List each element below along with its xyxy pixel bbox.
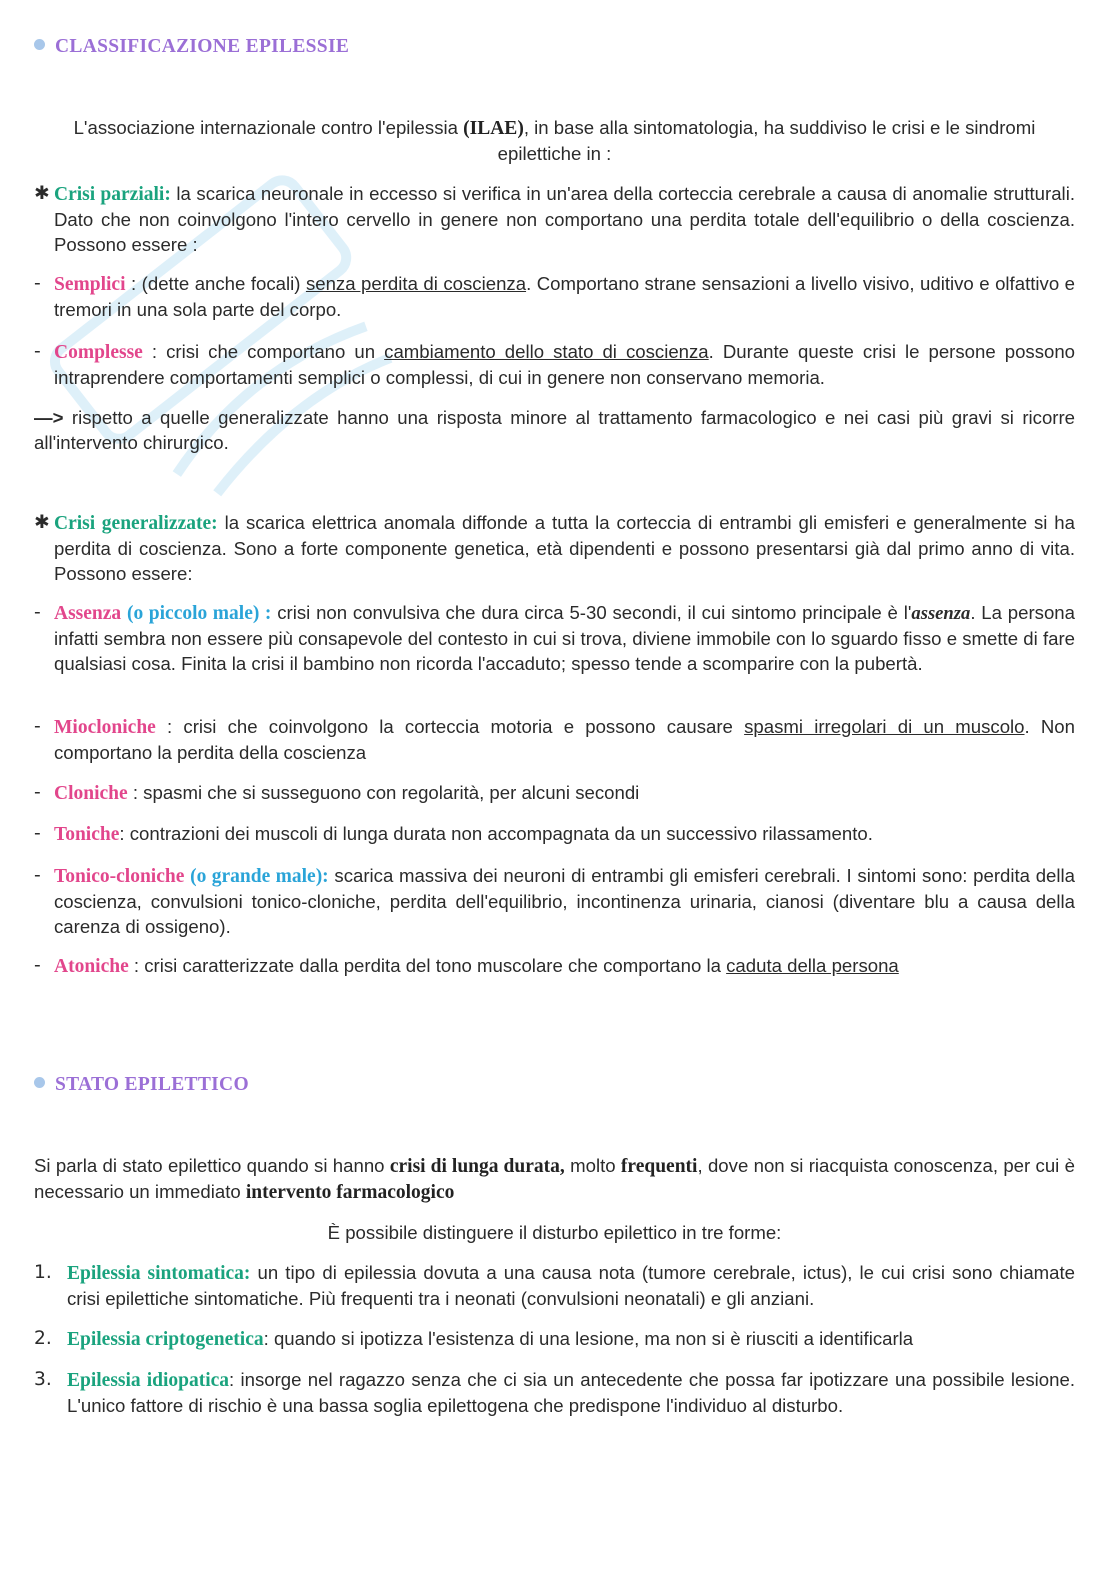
- list-number: 2.: [34, 1328, 52, 1349]
- assenza-emphasis: assenza: [911, 603, 971, 624]
- miocloniche-item: [34, 714, 1075, 765]
- ilae-acronym: (ILAE): [463, 118, 524, 139]
- toniche-text: : contrazioni dei muscoli di lunga durata non accompagnata da un successivo rilassamento.: [119, 823, 873, 844]
- intro-paragraph: [34, 115, 1075, 166]
- asterisk-icon: ✱: [34, 183, 50, 204]
- atoniche-item: [34, 953, 1075, 979]
- form-item: [34, 1326, 1075, 1352]
- generalizzate-text: la scarica elettrica anomala diffonde a tutta la corteccia di entrambi gli emisferi e generalmente si ha perdita di coscienza. Sono a forte componente genetica, età dipendenti e possono presentarsi già dal primo anno di vita. Possono essere:: [54, 512, 1075, 584]
- term-grande-male: (o grande male):: [190, 866, 329, 887]
- underlined-phrase: cambiamento dello stato di coscienza: [384, 341, 709, 362]
- semplici-item: [34, 271, 1075, 322]
- term-semplici: Semplici: [54, 274, 126, 295]
- term-tonico-cloniche: Tonico-cloniche: [54, 866, 185, 887]
- underlined-phrase: spasmi irregolari di un muscolo: [744, 716, 1025, 737]
- note-text: rispetto a quelle generalizzate hanno una risposta minore al trattamento farmacologico e nei casi più gravi si ricorre all'intervento chirurgico.: [34, 407, 1076, 453]
- stato-bold-3: intervento farmacologico: [245, 1182, 455, 1203]
- dash-marker: -: [34, 955, 41, 976]
- list-number: 1.: [34, 1262, 52, 1283]
- term-complesse: Complesse: [54, 342, 143, 363]
- form-text: : quando si ipotizza l'esistenza di una lesione, ma non si è riusciti a identificarla: [263, 1328, 914, 1349]
- assenza-item: [34, 600, 1075, 676]
- cloniche-item: [34, 780, 1075, 806]
- term-crisi-parziali: Crisi parziali:: [54, 184, 171, 205]
- parziali-text: la scarica neuronale in eccesso si verifica in un'area della corteccia cerebrale a causa di anomalie strutturali. Dato che non coinvolgono l'intero cervello in genere non comportano una perdita totale dell'equilibrio o della coscienza. Possono essere :: [54, 183, 1075, 255]
- form-text: : insorge nel ragazzo senza che ci sia un antecedente che possa far ipotizzare una possibile lesione. L'unico fattore di rischio è una bassa soglia epilettogena che predispone l'individuo al disturbo.: [67, 1369, 1075, 1416]
- crisi-generalizzate-item: [34, 510, 1075, 586]
- cloniche-text: : spasmi che si susseguono con regolarità, per alcuni secondi: [132, 782, 640, 803]
- dash-marker: -: [34, 782, 41, 803]
- crisi-parziali-item: [34, 181, 1075, 257]
- semplici-text-post: . Comportano strane sensazioni a livello visivo, uditivo e olfattivo e tremori in una sola parte del corpo.: [54, 273, 1076, 320]
- dash-marker: -: [34, 273, 41, 294]
- stato-bold-2: frequenti: [620, 1156, 698, 1177]
- atoniche-text: : crisi caratterizzate dalla perdita del tono muscolare che comportano la: [133, 955, 721, 976]
- forms-intro: È possibile distinguere il disturbo epilettico in tre forme:: [327, 1222, 782, 1243]
- term-atoniche: Atoniche: [54, 956, 129, 977]
- heading-text: CLASSIFICAZIONE EPILESSIE: [55, 36, 350, 57]
- miocloniche-text-post: . Non comportano la perdita della coscienza: [54, 716, 1075, 763]
- underlined-phrase: senza perdita di coscienza: [305, 273, 527, 294]
- term-assenza: Assenza: [54, 603, 122, 624]
- bullet-dot-icon: [34, 1077, 45, 1088]
- list-number: 3.: [34, 1369, 52, 1390]
- term-epilessia-criptogenetica: Epilessia criptogenetica: [67, 1329, 264, 1350]
- section-heading-classificazione: [34, 36, 349, 58]
- tonico-cloniche-text: scarica massiva dei neuroni di entrambi gli emisferi cerebrali. I sintomi sono: perdita della coscienza, convulsioni tonico-cloniche, perdita dell'equilibrio, incontinenza urinaria, cianosi (diventare blu a causa della carenza di ossigeno).: [54, 865, 1075, 937]
- toniche-item: [34, 821, 1075, 847]
- assenza-text: crisi non convulsiva che dura circa 5-30 secondi, il cui sintomo principale è l': [277, 602, 912, 623]
- dash-marker: -: [34, 865, 41, 886]
- stato-bold-1: crisi di lunga durata,: [389, 1156, 565, 1177]
- term-cloniche: Cloniche: [54, 783, 128, 804]
- intro-text-post: , in base alla sintomatologia, ha suddiviso le crisi e le sindromi epilettiche in :: [497, 117, 1036, 164]
- dash-marker: -: [34, 823, 41, 844]
- term-piccolo-male: (o piccolo male) :: [127, 603, 272, 624]
- stato-text-1: Si parla di stato epilettico quando si hanno: [34, 1155, 385, 1176]
- form-text: un tipo di epilessia dovuta a una causa nota (tumore cerebrale, ictus), le cui crisi sono chiamate crisi epilettiche sintomatiche. Più frequenti tra i neonati (convulsioni neonatali) e gli anziani.: [67, 1262, 1075, 1309]
- term-crisi-generalizzate: Crisi generalizzate:: [54, 513, 218, 534]
- complesse-item: [34, 339, 1075, 390]
- miocloniche-text: : crisi che coinvolgono la corteccia motoria e possono causare: [167, 716, 733, 737]
- tonico-cloniche-item: [34, 863, 1075, 939]
- term-epilessia-sintomatica: Epilessia sintomatica:: [67, 1263, 251, 1284]
- dash-marker: -: [34, 341, 41, 362]
- complesse-text-post: . Durante queste crisi le persone possono intraprendere comportamenti semplici o complessi, di cui in genere non conservano memoria.: [54, 341, 1076, 388]
- stato-text-3: , dove non si riacquista conoscenza, per cui è necessario un immediato: [34, 1155, 1075, 1202]
- dash-marker: -: [34, 716, 41, 737]
- term-toniche: Toniche: [54, 824, 120, 845]
- form-item: [34, 1367, 1075, 1418]
- term-epilessia-idiopatica: Epilessia idiopatica: [67, 1370, 230, 1391]
- term-miocloniche: Miocloniche: [54, 717, 156, 738]
- stato-text-2: molto: [570, 1155, 616, 1176]
- arrow-icon: —>: [34, 407, 64, 428]
- stato-epilettico-paragraph: [34, 1153, 1075, 1205]
- bullet-dot-icon: [34, 39, 45, 50]
- note-paragraph: [34, 405, 1075, 455]
- complesse-text: : crisi che comportano un: [151, 341, 376, 362]
- assenza-text-post: . La persona infatti sembra non essere più consapevole del contesto in cui si trova, diviene immobile con lo sguardo fisso e smette di fare qualsiasi cosa. Finita la crisi il bambino non ricorda l'accaduto; spesso tende a scomparire con la pubertà.: [54, 602, 1075, 674]
- intro-text: L'associazione internazionale contro l'epilessia: [73, 117, 458, 138]
- section-heading-stato-epilettico: [34, 1074, 249, 1096]
- asterisk-icon: ✱: [34, 512, 50, 533]
- semplici-text: : (dette anche focali): [131, 273, 301, 294]
- heading-text: STATO EPILETTICO: [55, 1074, 249, 1095]
- underlined-phrase: caduta della persona: [726, 955, 899, 976]
- dash-marker: -: [34, 602, 41, 623]
- form-item: [34, 1260, 1075, 1311]
